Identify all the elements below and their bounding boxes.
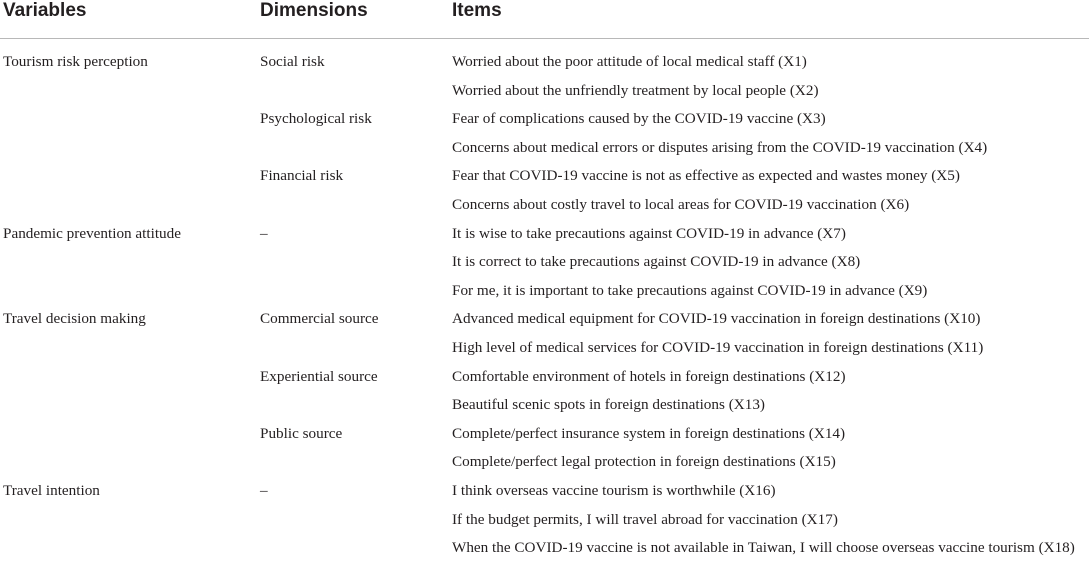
item-cell: If the budget permits, I will travel abroad for vaccination (X17) (452, 510, 838, 528)
table-row (0, 105, 1089, 134)
header-divider (0, 38, 1089, 39)
item-cell: Concerns about costly travel to local areas for COVID-19 vaccination (X6) (452, 195, 910, 213)
dimension-cell: – (260, 224, 268, 242)
dimension-cell: Social risk (260, 53, 325, 70)
table-row (0, 277, 1089, 306)
table-row (0, 134, 1089, 163)
header-dimensions: Dimensions (260, 0, 368, 21)
item-cell: Advanced medical equipment for COVID-19 vaccination in foreign destinations (X10) (452, 310, 981, 328)
header-variables: Variables (3, 0, 87, 21)
item-cell: Fear of complications caused by the COVID-19 vaccine (X3) (452, 110, 826, 128)
dimension-cell: Commercial source (260, 310, 379, 328)
item-cell: It is wise to take precautions against COVID-19 in advance (X7) (452, 224, 846, 242)
table-row (0, 220, 1089, 249)
item-cell: Worried about the unfriendly treatment by local people (X2) (452, 81, 819, 99)
item-cell: Concerns about medical errors or disputes arising from the COVID-19 vaccination (X4) (452, 138, 988, 156)
table-row (0, 77, 1089, 106)
item-cell: Beautiful scenic spots in foreign destinations (X13) (452, 396, 765, 414)
item-cell: I think overseas vaccine tourism is worthwhile (X16) (452, 481, 776, 499)
table-row (0, 420, 1089, 449)
dimension-cell: Experiential source (260, 367, 378, 385)
dimension-cell: Psychological risk (260, 110, 372, 128)
variable-cell: Tourism risk perception (3, 53, 148, 70)
table-row (0, 48, 1089, 77)
table-header (0, 0, 1089, 38)
table-row (0, 248, 1089, 277)
table-row (0, 506, 1089, 535)
table-row (0, 162, 1089, 191)
table-row (0, 334, 1089, 363)
item-cell: High level of medical services for COVID-19 vaccination in foreign destinations (X11) (452, 338, 984, 356)
table-row (0, 363, 1089, 392)
item-cell: Complete/perfect insurance system in foreign destinations (X14) (452, 424, 846, 442)
item-cell: Comfortable environment of hotels in foreign destinations (X12) (452, 367, 846, 385)
dimension-cell: Financial risk (260, 167, 344, 185)
variable-cell: Pandemic prevention attitude (3, 224, 181, 242)
item-cell: When the COVID-19 vaccine is not available in Taiwan, I will choose overseas vaccine tourism (X18) (452, 539, 1075, 557)
item-cell: Complete/perfect legal protection in foreign destinations (X15) (452, 453, 836, 471)
header-items: Items (452, 0, 502, 21)
dimension-cell: – (260, 481, 268, 499)
variable-cell: Travel intention (3, 481, 100, 499)
table-row (0, 391, 1089, 420)
item-cell: Worried about the poor attitude of local medical staff (X1) (452, 53, 807, 70)
table-row (0, 448, 1089, 477)
table-row (0, 477, 1089, 506)
item-cell: It is correct to take precautions against COVID-19 in advance (X8) (452, 253, 861, 271)
dimension-cell: Public source (260, 424, 343, 442)
table-row (0, 534, 1089, 563)
variable-cell: Travel decision making (3, 310, 146, 328)
table-body (0, 48, 1089, 563)
table-row (0, 191, 1089, 220)
item-cell: Fear that COVID-19 vaccine is not as effective as expected and wastes money (X5) (452, 167, 960, 185)
table-row (0, 305, 1089, 334)
item-cell: For me, it is important to take precautions against COVID-19 in advance (X9) (452, 281, 928, 299)
